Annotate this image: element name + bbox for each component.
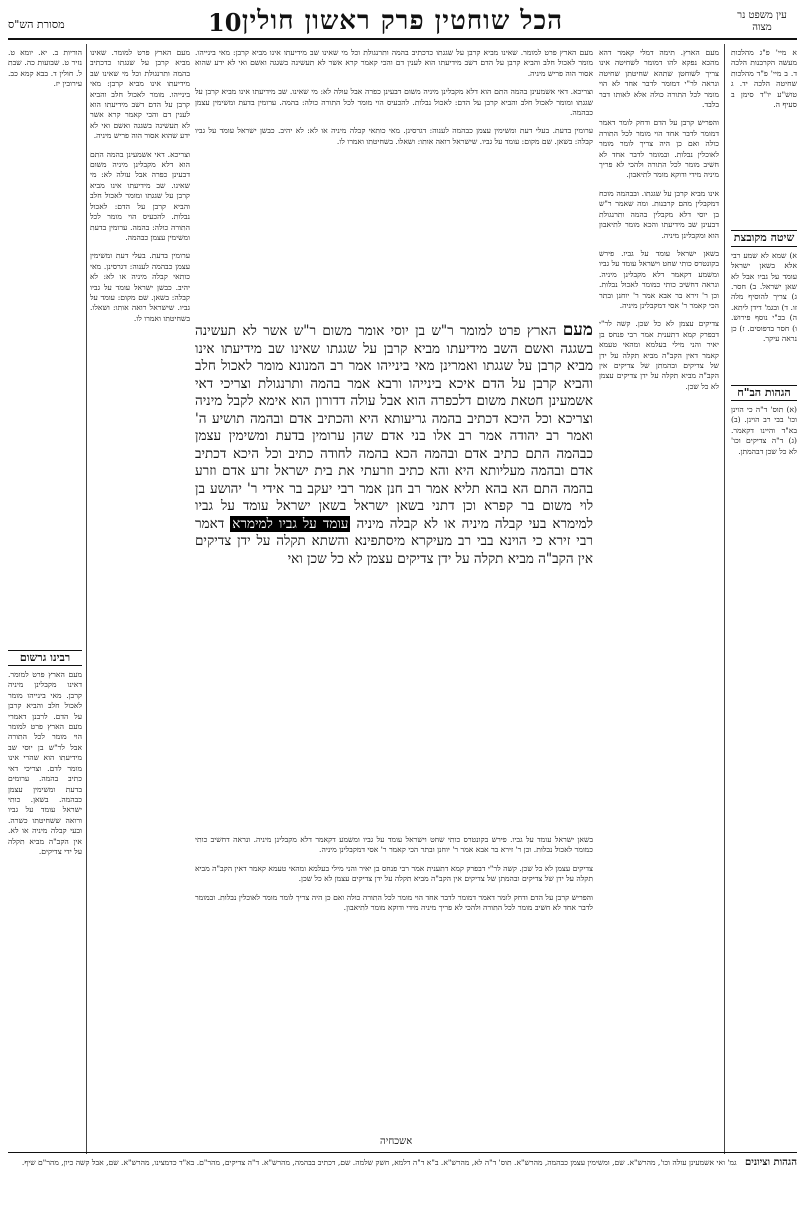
rashi-paragraph: וצריכא. דאי אשמעינן בהמה התם הוא דלא מקבלינן מיניה משום דבעינן כפרה אבל עולה לא: מי שאינו. שב מידיעתו אינו מביא קרבן על שגגתו ומומר לאכול חלב והביא קרבן על הדם: לאכול נבלות. להכעיס הוי מומר לכל התורה כולה: בהמה. ערומין בדעת ומשימין עצמן כבהמה. bbox=[195, 87, 593, 118]
rashi-paragraph: וצריכא. דאי אשמעינן בהמה התם הוא דלא מקבלינן מיניה משום דבעינן כפרה אבל עולה לא: מי שאינו. שב מידיעתו אינו מביא קרבן על שגגתו ומומר לאכול חלב והביא קרבן על הדם: לאכול נבלות. להכעיס הוי מומר לכל התורה כולה: בהמה. ערומין בדעת ומשימין עצמן כבהמה. bbox=[90, 149, 190, 242]
footnotes-text: גמ' ואי אשמעינן עולה וכו', מהרש"א. שם, ומשימין עצמן כבהמה, מהרש"א. תוס' ד"ה לא, מהרש"א. ב"א ד"ה דלמא, חשק שלמה. שם, דכתיב בבהמה, מהרש"א. ד"ה צדיקים, מהר"ם. בא"ד כדמצינו, מהרש"א. שם, אבל קשה כיון, מהר"ם שיף. bbox=[21, 1158, 737, 1167]
gemara-paragraph: הארץ פרט למומר ר"ש בן יוסי אומר משום ר"ש אשר לא תעשינה בשגגה ואשם השב מידיעתו מביא קרבן על שגגתו שאינו שב מידיעתו אינו מביא קרבן על שגגתו ואמרינן מאי בינייהו אמר רב המנונא מומר לאכול חלב והביא קרבן על הדם איכא בינייהו ורבא אמר בהמה ותרנגולת וצריכי דאי אשמעינן חטאת משום דלכפרה הוא אבל עולה דדורון הוא אימא לקבל מיניה bbox=[195, 323, 593, 409]
lower-commentary bbox=[195, 835, 593, 1130]
tosafot-paragraph: צדיקים עצמן לא כל שכן. קשה לר"י דבפרק קמא דתענית אמר רבי פנחס בן יאיר והני מילי בעלמא ומהאי טעמא קאמר דאין הקב"ה מביא תקלה על ידן של צדיקים ובהמתן של צדיקים אין הקב"ה מביא תקלה על ידן צדיקים עצמן לא כל שכן. bbox=[599, 319, 719, 391]
rashi-paragraph: מעם הארץ פרט למומר. שאינו מביא קרבן על שגגתו כדכתיב בהמה ותרנגולת וכל מי שאינו שב מידיעתו אינו מביא קרבן: מאי בינייהו. מומר לאכול חלב והביא קרבן על הדם דשב מידיעתו הוא לענין דם והכי קאמר קרא אשר לא תעשינה בשגגה ואשם ואי לא ידע שהוא אסור הוה פריש מיניה. bbox=[90, 48, 190, 141]
gemara-paragraph: דאמר רבי זירא כי הוינא בבי רב מעיקרא מיסתפינא והשתא bbox=[195, 515, 593, 549]
hagahot-title: הגהות הב"ח bbox=[731, 385, 797, 401]
upper-commentary bbox=[195, 48, 593, 316]
gemara-paragraph: וצריכא וכל היכא דכתיב בהמה גריעותא היא והכתיב אדם ובהמה תושיע ה' ואמר רב יהודה אמר רב אלו בני אדם שהן ערומין בדעת ומשימין עצמן כבהמה התם כתיב אדם ובהמה הכא בהמה לחודה כתיב וכל היכא דכתיב אדם ובהמה מעליותא היא והא כתיב וזרעתי את בית ישראל זרע אדם וזרע בהמה התם הא בהא תליא bbox=[195, 410, 593, 497]
gemara-closing: תקלה על ידן צדיקים אין הקב"ה מביא תקלה על ידן צדיקים עצמן לא כל שכן ואי bbox=[195, 533, 593, 567]
rashi-paragraph: מעם הארץ פרט למומר. שאינו מביא קרבן על שגגתו כדכתיב בהמה ותרנגולת וכל מי שאינו שב מידיעתו אינו מביא קרבן: מאי בינייהו. מומר לאכול חלב והביא קרבן על הדם דשב מידיעתו הוא לענין דם והכי קאמר קרא אשר לא תעשינה בשגגה ואשם ואי לא ידע שהוא אסור הוה פריש מיניה. bbox=[195, 48, 593, 78]
tosafot-paragraph: צדיקים עצמן לא כל שכן. קשה לר"י דבפרק קמא דתענית אמר רבי פנחס בן יאיר והני מילי בעלמא ומהאי טעמא קאמר דאין הקב"ה מביא תקלה על ידן של צדיקים ובהמתן של צדיקים אין הקב"ה מביא תקלה על ידן צדיקים עצמן לא כל שכן. bbox=[195, 863, 593, 884]
ein-mishpat-text: א מיי' פ"ג מהלכות מעשה הקרבנות הלכה ד. ב מיי' פ"ד מהלכות שחיטה הלכה יד. ג טוש"ע יו"ד סימן ב סעיף ה. bbox=[731, 48, 797, 110]
shitah-title: שיטה מקובצת bbox=[731, 230, 797, 246]
page-number: 10 bbox=[208, 8, 242, 37]
tosafot-column bbox=[599, 48, 719, 1140]
page-header bbox=[8, 4, 797, 40]
footnotes bbox=[8, 1157, 797, 1168]
tosafot-paragraph: מעם הארץ. תימה דמלי קאמר דהא מהכא נפקא להו דמומר לשחיטה אינו צריך לשוחטן שתהא שחיטתן שחיטה ונראה לר"י דמומר לדבר אחד לא הוי מומר לכל התורה כולה אלא לאותו דבר בלבד. bbox=[599, 48, 719, 110]
right-margin bbox=[731, 48, 797, 1148]
rashi-column bbox=[90, 48, 190, 1140]
gemara-paragraph: בשאן ישראל עומד על גביו למימרא בעי קבלה מיניה או לא קבלה מיניה bbox=[195, 498, 593, 532]
divider-right bbox=[724, 44, 725, 1154]
tosafot-paragraph: והפריש קרבן על הדם ודחק לומר דאמר דמומר לדבר אחד הוי מומר לכל התורה כולה ואם כן היה צריך לומר מומר לאוכלין נבלות. ובמומר לדבר אחד לא חשיב מומר לכל התורה ולהכי לא פריך מיניה מידי ודוקא מומר לתיאבון. bbox=[195, 892, 593, 913]
catchword: אשכחיה bbox=[380, 1136, 413, 1147]
rabbenu-text: מעם הארץ פרט למומר. דאינו מקבלינן מיניה קרבן. מאי בינייהו מומר לאכול חלב והביא קרבן על הדם. לרבנן דאמרי מעם הארץ פרט למומר הוי מומר לכל התורה אבל לר"ש בן יוסי שב מידיעתו הוא שהרי אינו מומר לדם. וצריכי דאי כתיב בהמה. ערומים בדעת ומשימין עצמן כבהמה. בשאן. כותי ישראל עומד על גביו ורואה ששחיטתו כשרה. ובעי קבלה מיניה או לא. אין הקב"ה מביא תקלה על ידי צדיקים. bbox=[8, 670, 82, 856]
ein-mishpat-header: עין משפט נר מצוה bbox=[737, 10, 787, 33]
tosafot-paragraph: אינו מביא קרבן על שגגתו. ובבהמה מוכח דמקבלין מהם קרבנות. ומה שאמר ר"ש בן יוסי דלא מקבלין בהמה ותרנגולת דבעינן שב מידיעתו והכא מומר לתיאבון הוא ומקבלינן מיניה. bbox=[599, 188, 719, 240]
hagahot-text: (א) תוס' ד"ה כי הוינן וכו' בבי רב הוינן. (ב) בא"ד והיינו דקאמר. (ג) ד"ה צדיקים וכו' לא כל שכן דבהמתן. bbox=[731, 404, 797, 456]
left-margin bbox=[8, 48, 82, 1148]
highlighted-phrase[interactable]: עומד על גביו למימרא bbox=[232, 515, 349, 532]
shitah-text: א) שמא לא שמע רבי אלא בשאן ישראל עומד על גביו אבל לא שאן ישראל. ב) חסר. ג) צריך להוסיף מלה זו. ד) ובגמ' דידן ליתא. ה) בכ"י נוסף פירוש. ו) חסר בדפוסים. ז) כן נראה עיקר. bbox=[731, 250, 797, 344]
rashi-paragraph: ערומין בדעת. בעלי דעת ומשימין עצמן כבהמה לענוה: דגרסינן. מאי כותאי קבלה מיניה או לא: לא יהיב. כבשן ישראל עומד על גביו קבלה: בשאן. שם מקום: עומד על גביו. שישראל רואה אותו: ושאלו. בשחיטתו ואמרו לו. bbox=[195, 126, 593, 146]
masoret-refs: הוריות ב. יא. יומא ט. נזיר ט. שבועות כה. שבת ל. חולין ד. בבא קמא כב. עירובין יז. bbox=[8, 48, 82, 89]
masoret-header: מסורת הש"ס bbox=[8, 18, 65, 31]
tosafot-paragraph: בשאן ישראל עומד על גביו. פירש בקונטרס כותי שחט וישראל עומד על גביו ומשמע דקאמר דלא מקבלינן מיניה. ונראה דחשיב כותי כמומר לאכול נבלות. וכן ר' זירא בר אבא אמר ר' יוחנן ובתר הכי קאמר ר' אסי דמקבלינן מיניה. bbox=[599, 248, 719, 310]
opening-word: מעם bbox=[562, 322, 593, 340]
rabbenu-title: רבינו גרשום bbox=[8, 650, 82, 666]
tosafot-paragraph: בשאן ישראל עומד על גביו. פירש בקונטרס כותי שחט וישראל עומד על גביו ומשמע דקאמר דלא מקבלינן מיניה. ונראה דחשיב כותי כמומר לאכול נבלות. וכן ר' זירא בר אבא אמר ר' יוחנן ובתר הכי קאמר ר' אסי דמקבלינן מיניה. bbox=[195, 835, 593, 855]
rashi-paragraph: ערומין בדעת. בעלי דעת ומשימין עצמן כבהמה לענוה: דגרסינן. מאי כותאי קבלה מיניה או לא: לא יהיב. כבשן ישראל עומד על גביו קבלה: בשאן. שם מקום: עומד על גביו. שישראל רואה אותו: ושאלו. בשחיטתו ואמרו לו. bbox=[90, 251, 190, 323]
gemara-paragraph: אמר רב חנן אמר רבי יעקב בר אידי ר' יהושע בן לוי משום בר קפרא וכן דתני בשאן ישראל bbox=[195, 480, 593, 514]
footnotes-title: הגהות וציונים bbox=[744, 1157, 797, 1168]
page-title: הכל שוחטין פרק ראשון חולין bbox=[241, 6, 564, 36]
footer-divider bbox=[8, 1152, 797, 1153]
tosafot-paragraph: והפריש קרבן על הדם ודחק לומר דאמר דמומר לדבר אחד הוי מומר לכל התורה כולה ואם כן היה צריך לומר מומר לאוכלין נבלות. ובמומר לדבר אחד לא חשיב מומר לכל התורה ולהכי לא פריך מיניה מידי ודוקא מומר לתיאבון. bbox=[599, 118, 719, 180]
gemara-text bbox=[195, 322, 593, 827]
divider-left bbox=[86, 44, 87, 1154]
